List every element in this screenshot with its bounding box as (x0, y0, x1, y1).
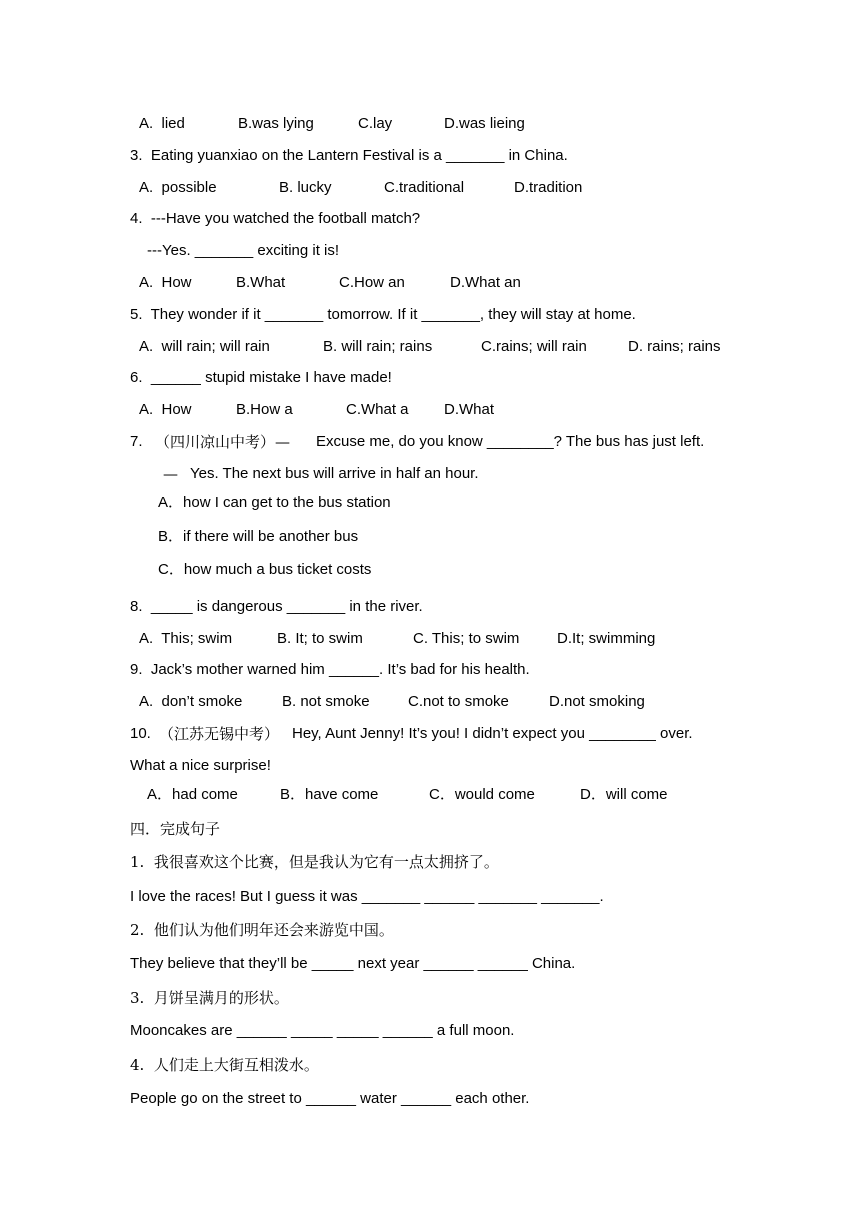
question-4-reply (0, 240, 860, 262)
option-d: D.not smoking (549, 693, 645, 710)
option-a: A．how I can get to the bus station (158, 494, 391, 511)
option-b: B．have come (280, 786, 379, 803)
option-c: C.What a (346, 401, 409, 418)
question-stem: 9. Jack’s mother warned him ______. It’s bad for his health. (130, 661, 530, 678)
option-c: C.lay (358, 115, 393, 132)
question-7 (0, 431, 860, 453)
english-blank-sentence: Mooncakes are ______ _____ _____ ______ a full moon. (130, 1022, 515, 1039)
option-a: A. lied (139, 115, 185, 132)
question-stem: 3. Eating yuanxiao on the Lantern Festival is a _______ in China. (130, 147, 568, 164)
option-a: A．had come (147, 786, 238, 803)
option-a: A. possible (139, 179, 217, 196)
option-b: B. will rain; rains (323, 338, 433, 355)
question-stem: Hey, Aunt Jenny! It’s you! I didn’t expect you ________ over. (292, 725, 693, 742)
chinese-sentence: 2. 他们认为他们明年还会来游览中国。 (130, 921, 394, 939)
q7-option-c (0, 559, 860, 581)
q9-options (0, 691, 860, 713)
chinese-sentence: 3. 月饼呈满月的形状。 (130, 989, 289, 1007)
option-a: A. will rain; will rain (139, 338, 270, 355)
q10-options (0, 784, 860, 806)
q2-options (0, 113, 860, 135)
sentence-1-cn (0, 851, 860, 873)
question-4 (0, 208, 860, 230)
q7-option-a (0, 492, 860, 514)
option-d: D.was lieing (444, 115, 525, 132)
question-stem-reply: ---Yes. _______ exciting it is! (147, 242, 340, 259)
option-b: B.What (236, 274, 286, 291)
question-3 (0, 145, 860, 167)
sentence-3-cn (0, 987, 860, 1009)
option-d: D．will come (580, 786, 668, 803)
option-a: A. This; swim (139, 630, 233, 647)
option-c: C.rains; will rain (481, 338, 587, 355)
option-c: C．how much a bus ticket costs (158, 561, 372, 578)
chinese-sentence: 4. 人们走上大街互相泼水。 (130, 1056, 319, 1074)
q3-options (0, 177, 860, 199)
option-b: B. lucky (279, 179, 332, 196)
sentence-2-en (0, 953, 860, 975)
question-source: （江苏无锡中考） (159, 725, 280, 743)
option-d: D.tradition (514, 179, 583, 196)
q4-options (0, 272, 860, 294)
sentence-1-en (0, 886, 860, 908)
option-c: C.How an (339, 274, 405, 291)
english-blank-sentence: They believe that they’ll be _____ next year ______ ______ China. (130, 955, 576, 972)
chinese-sentence: 1. 我很喜欢这个比赛，但是我认为它有一点太拥挤了。 (130, 853, 499, 871)
question-stem: 8. _____ is dangerous _______ in the river. (130, 598, 423, 615)
option-a: A. don’t smoke (139, 693, 243, 710)
question-10 (0, 723, 860, 745)
sentence-4-cn (0, 1054, 860, 1076)
section-heading (0, 818, 860, 840)
q5-options (0, 336, 860, 358)
question-5 (0, 304, 860, 326)
option-b: B.How a (236, 401, 293, 418)
option-d: D.It; swimming (557, 630, 656, 647)
question-8 (0, 596, 860, 618)
section-title: 四．完成句子 (130, 820, 221, 838)
option-d: D.What (444, 401, 495, 418)
question-number: 10. (130, 725, 151, 742)
option-b: B. not smoke (282, 693, 370, 710)
option-b: B．if there will be another bus (158, 528, 359, 545)
question-7-reply (0, 463, 860, 485)
question-number: 7. (130, 433, 143, 450)
question-6 (0, 367, 860, 389)
question-source: （四川凉山中考）— (155, 433, 291, 451)
option-b: B. It; to swim (277, 630, 363, 647)
question-stem: 6. ______ stupid mistake I have made! (130, 369, 392, 386)
option-c: C.not to smoke (408, 693, 509, 710)
option-c: C．would come (429, 786, 535, 803)
dash: — (163, 465, 178, 483)
sentence-4-en (0, 1088, 860, 1110)
option-d: D. rains; rains (628, 338, 721, 355)
q7-option-b (0, 526, 860, 548)
question-stem: 5. They wonder if it _______ tomorrow. If it _______, they will stay at home. (130, 306, 636, 323)
option-c: C.traditional (384, 179, 465, 196)
english-blank-sentence: I love the races! But I guess it was _______ ______ _______ _______. (130, 888, 604, 905)
q8-options (0, 628, 860, 650)
english-blank-sentence: People go on the street to ______ water ______ each other. (130, 1090, 530, 1107)
question-9 (0, 659, 860, 681)
sentence-3-en (0, 1020, 860, 1042)
option-b: B.was lying (238, 115, 314, 132)
question-stem-cont: What a nice surprise! (130, 757, 271, 774)
question-stem: 4. ---Have you watched the football match? (130, 210, 421, 227)
option-c: C. This; to swim (413, 630, 520, 647)
option-a: A. How (139, 274, 192, 291)
option-d: D.What an (450, 274, 521, 291)
question-stem: Excuse me, do you know ________? The bus has just left. (316, 433, 705, 450)
q6-options (0, 399, 860, 421)
sentence-2-cn (0, 919, 860, 941)
option-a: A. How (139, 401, 192, 418)
question-10-cont (0, 755, 860, 777)
question-stem-reply: Yes. The next bus will arrive in half an hour. (190, 465, 479, 482)
